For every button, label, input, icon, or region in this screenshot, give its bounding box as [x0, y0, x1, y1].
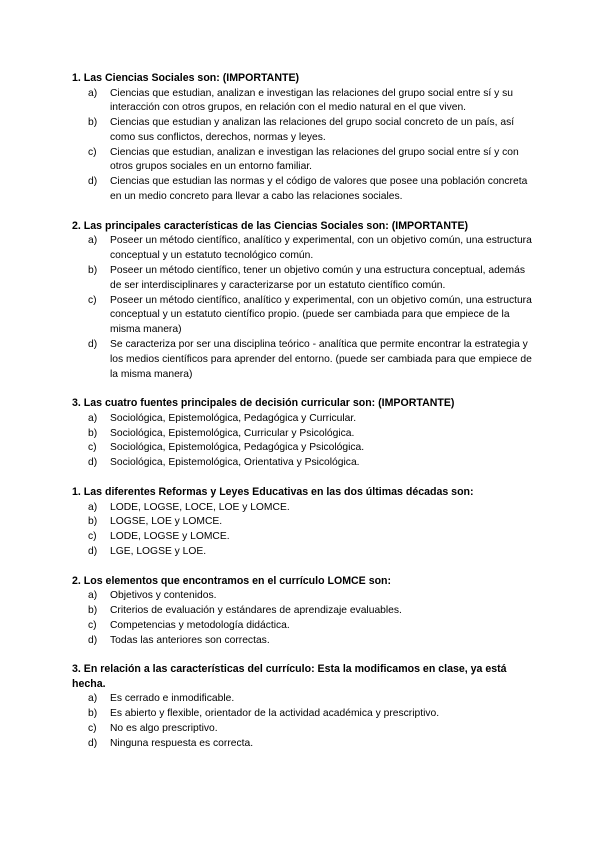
answer-option [72, 427, 532, 442]
answer-options [72, 412, 532, 471]
answer-option [72, 515, 532, 530]
option-letter: a) [88, 235, 98, 247]
answer-option [72, 264, 532, 294]
answer-option [72, 604, 532, 619]
option-letter: a) [88, 501, 98, 513]
answer-option [72, 530, 532, 545]
question-block [72, 396, 532, 471]
option-letter: d) [88, 737, 98, 749]
option-text: LODE, LOGSE y LOMCE. [110, 531, 230, 543]
option-text: Se caracteriza por ser una disciplina teórico - analítica que permite encontrar la estrategia y los medios científicos para aprender del entorno. (puede ser cambiada para que empiece de la misma manera) [110, 338, 532, 380]
option-letter: b) [88, 117, 98, 129]
option-text: Ciencias que estudian, analizan e investigan las relaciones del grupo social entre sí y con otros grupos sociales en un entorno familiar. [110, 146, 519, 173]
option-letter: c) [88, 531, 97, 543]
option-letter: d) [88, 338, 98, 350]
option-letter: c) [88, 619, 97, 631]
answer-option [72, 456, 532, 471]
answer-option [72, 501, 532, 516]
answer-options [72, 501, 532, 560]
option-text: LOGSE, LOE y LOMCE. [110, 516, 223, 528]
answer-option [72, 589, 532, 604]
option-letter: c) [88, 442, 97, 454]
option-letter: b) [88, 605, 98, 617]
question-title: 2. Las principales características de las Ciencias Sociales son: (IMPORTANTE) [72, 219, 469, 232]
option-letter: a) [88, 412, 98, 424]
answer-option [72, 294, 532, 338]
option-letter: a) [88, 87, 98, 99]
question-title: 1. Las Ciencias Sociales son: (IMPORTANTE) [72, 72, 300, 84]
answer-option [72, 412, 532, 427]
option-text: Ninguna respuesta es correcta. [110, 737, 254, 749]
option-text: LODE, LOGSE, LOCE, LOE y LOMCE. [110, 501, 290, 513]
answer-option [72, 619, 532, 634]
question-block [72, 574, 532, 649]
question-list [72, 71, 532, 766]
option-letter: b) [88, 516, 98, 528]
option-text: No es algo prescriptivo. [110, 723, 218, 734]
answer-option [72, 146, 532, 176]
option-letter: d) [88, 634, 98, 646]
option-letter: d) [88, 176, 98, 188]
question-title: 1. Las diferentes Reformas y Leyes Educativas en las dos últimas décadas son: [72, 486, 474, 499]
answer-options [72, 692, 532, 751]
option-text: Criterios de evaluación y estándares de aprendizaje evaluables. [110, 605, 402, 617]
option-text: Ciencias que estudian las normas y el código de valores que posee una población concreta en un medio concreto para llevar a cabo las relaciones sociales. [110, 176, 528, 203]
answer-option [72, 116, 532, 146]
option-text: Ciencias que estudian y analizan las relaciones del grupo social concreto de un país, así como sus conflictos, derechos, normas y leyes. [110, 117, 515, 143]
option-letter: b) [88, 427, 98, 439]
option-text: Poseer un método científico, analítico y experimental, con un objetivo común, una estructura conceptual y un estatuto tecnológico común. [110, 235, 532, 262]
answer-options [72, 87, 532, 205]
option-letter: b) [88, 264, 98, 276]
option-text: Sociológica, Epistemológica, Orientativa y Psicológica. [110, 457, 360, 469]
option-text: LGE, LOGSE y LOE. [110, 545, 207, 557]
answer-option [72, 737, 532, 752]
question-title: 2. Los elementos que encontramos en el currículo LOMCE son: [72, 574, 392, 587]
question-block [72, 219, 532, 382]
option-letter: d) [88, 457, 98, 469]
option-text: Ciencias que estudian, analizan e investigan las relaciones del grupo social entre sí y su interacción con otros grupos, en relación con el medio natural en el que viven. [110, 87, 513, 114]
option-text: Poseer un método científico, tener un objetivo común y una estructura conceptual, además de ser interdisciplinares y caracterizarse por un estatuto científico común. [110, 264, 525, 291]
option-letter: a) [88, 590, 98, 602]
option-letter: d) [88, 545, 98, 557]
option-letter: c) [88, 294, 97, 306]
answer-option [72, 722, 532, 737]
question-block [72, 71, 532, 205]
answer-option [72, 692, 532, 707]
option-text: Sociológica, Epistemológica, Pedagógica y Psicológica. [110, 442, 365, 454]
option-text: Objetivos y contenidos. [110, 590, 217, 602]
answer-option [72, 707, 532, 722]
question-block [72, 662, 532, 751]
answer-option [72, 87, 532, 117]
option-text: Todas las anteriores son correctas. [110, 634, 270, 646]
answer-option [72, 545, 532, 560]
answer-option [72, 234, 532, 264]
option-text: Sociológica, Epistemológica, Pedagógica y Curricular. [110, 412, 357, 424]
option-text: Poseer un método científico, analítico y experimental, con un objetivo común, una estructura conceptual y un estatuto científico propio. (puede ser cambiada para que empiece de la misma manera) [110, 294, 532, 336]
answer-options [72, 589, 532, 648]
answer-options [72, 234, 532, 382]
question-block [72, 485, 532, 560]
answer-option [72, 634, 532, 649]
answer-option [72, 338, 532, 382]
question-title: 3. En relación a las características del currículo: Esta la modificamos en clase, ya está hecha. [72, 663, 507, 690]
question-title: 3. Las cuatro fuentes principales de decisión curricular son: (IMPORTANTE) [72, 397, 455, 410]
option-letter: b) [88, 708, 98, 720]
option-text: Es cerrado e inmodificable. [110, 693, 235, 705]
answer-option [72, 441, 532, 456]
option-letter: a) [88, 693, 98, 705]
option-text: Es abierto y flexible, orientador de la actividad académica y prescriptivo. [110, 708, 440, 720]
answer-option [72, 175, 532, 205]
option-text: Competencias y metodología didáctica. [110, 619, 290, 631]
option-text: Sociológica, Epistemológica, Curricular y Psicológica. [110, 427, 355, 439]
option-letter: c) [88, 723, 97, 734]
option-letter: c) [88, 146, 97, 158]
